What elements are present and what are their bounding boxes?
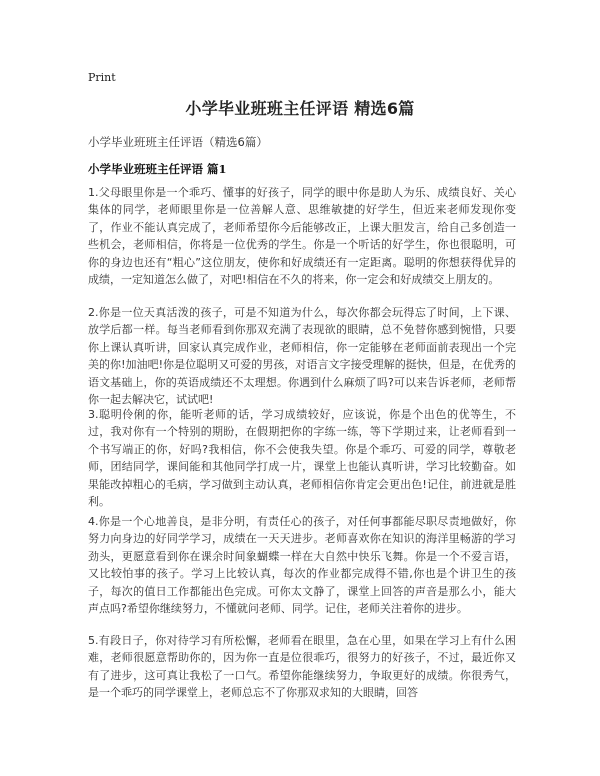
comment-paragraph-5: 5.有段日子，你对待学习有所松懈，老师看在眼里，急在心里，如果在学习上有什么困难，老师很愿意帮助你的，因为你一直是位很乖巧，很努力的好孩子，不过，最近你又有了进步，这可真让我松了一口气。希望你能继续努力，争取更好的成绩。你很秀气，是一个乖巧的同学课堂上，老师总忘不了你那双求知的大眼睛，回答 bbox=[88, 634, 516, 700]
comment-paragraph-1: 1.父母眼里你是一个乖巧、懂事的好孩子，同学的眼中你是助人为乐、成绩良好、关心集体的同学，老师眼里你是一位善解人意、思维敏捷的好学生，但近来老师发现你变了，作业不能认真完成了，老师希望你今后能够改正，上课大胆发言，给自己多创造一些机会，老师相信，你将是一位优秀的学生。你是一个听话的好学生，你也很聪明，可你的身边也还有“粗心”这位朋友，使你和好成绩还有一定距离。聪明的你想获得优异的成绩，一定知道怎么做了，对吧!相信在不久的将来，你一定会和好成绩交上朋友的。 bbox=[88, 186, 516, 287]
comment-paragraph-3: 3.聪明伶俐的你，能听老师的话，学习成绩较好，应该说，你是个出色的优等生，不过，我对你有一个特别的期盼，在假期把你的字练一练，等下学期过来，让老师看到一个书写端正的你，好吗?我相信，你不会使我失望。你是个乖巧、可爱的同学，尊敬老师，团结同学，课间能和其他同学打成一片，课堂上也能认真听讲，学习比较勤奋。如果能改掉粗心的毛病，学习做到主动认真，老师相信你肯定会更出色!记住，前进就是胜利。 bbox=[88, 408, 516, 509]
page-title: 小学毕业班班主任评语 精选6篇 bbox=[185, 99, 415, 118]
print-link[interactable]: Print bbox=[88, 71, 116, 84]
comment-paragraph-4: 4.你是一个心地善良，是非分明，有责任心的孩子，对任何事都能尽职尽责地做好，你努力向身边的好同学学习，成绩在一天天进步。老师喜欢你在知识的海洋里畅游的学习劲头，更愿意看到你在课余时间象蝴蝶一样在大自然中快乐飞舞。你是一个不爱言语，又比较怕事的孩子。学习上比较认真，每次的作业都完成得不错,你也是个讲卫生的孩子，每次的值日工作都能出色完成。可你太文静了，课堂上回答的声音是那么小，能大声点吗?希望你继续努力，不懂就问老师、同学。记住，老师关注着你的进步。 bbox=[88, 515, 516, 616]
document-subtitle: 小学毕业班班主任评语（精选6篇） bbox=[88, 135, 268, 149]
comment-paragraph-2: 2.你是一位天真活泼的孩子，可是不知道为什么，每次你都会玩得忘了时间，上下课、放学后都一样。每当老师看到你那双充满了表现欲的眼睛，总不免替你感到惋惜，只要你上课认真听讲，回家认真完成作业，老师相信，你一定能够在老师面前表现出一个完美的你!加油吧!你是位聪明又可爱的男孩，对语言文字接受理解的挺快，但是，在优秀的语文基础上，你的英语成绩还不太理想。你遇到什么麻烦了吗?可以来告诉老师，老师帮你一起去解决它，试试吧! bbox=[88, 306, 516, 407]
section-heading: 小学毕业班班主任评语 篇1 bbox=[88, 162, 227, 176]
